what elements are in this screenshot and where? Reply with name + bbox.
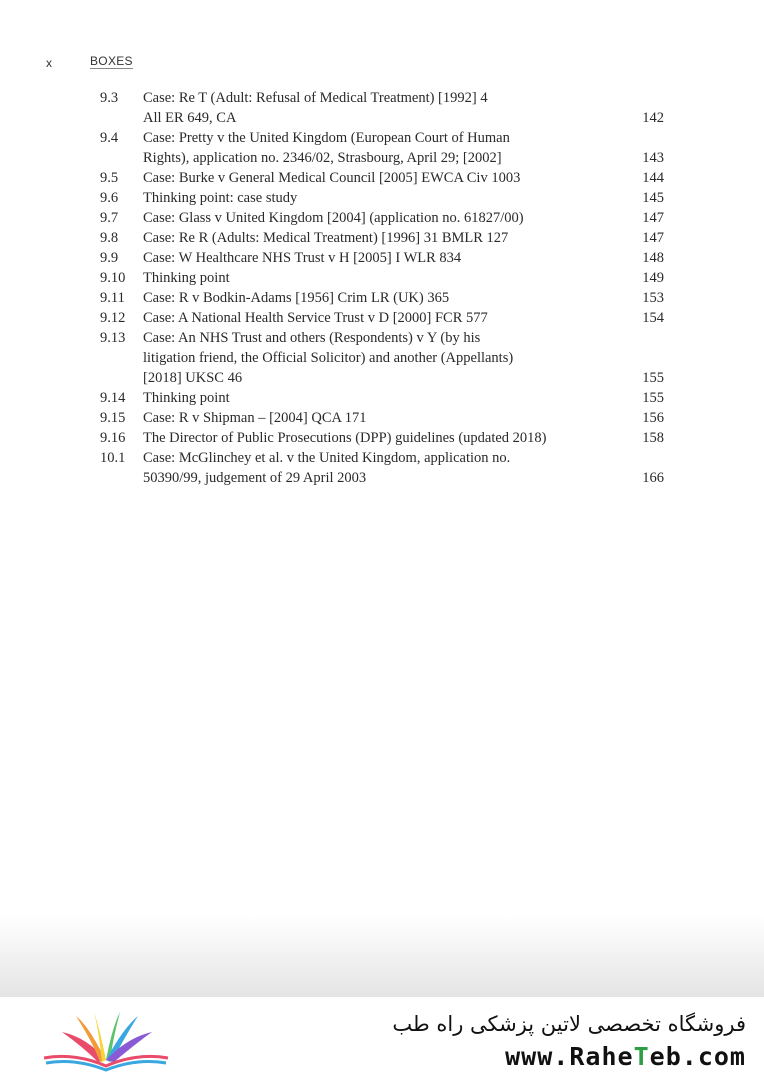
box-page-number: 147 — [642, 210, 664, 226]
url-prefix: www. — [505, 1042, 570, 1071]
box-page-number: 155 — [642, 370, 664, 386]
box-page-number: 149 — [642, 270, 664, 286]
advert-persian-text: فروشگاه تخصصی لاتین پزشکی راه طب — [392, 1012, 746, 1036]
box-page-number: 143 — [642, 150, 664, 166]
box-title — [143, 168, 624, 188]
book-logo-icon — [36, 1006, 176, 1072]
box-title-line: The Director of Public Prosecutions (DPP) guidelines (updated 2018) — [143, 430, 547, 446]
url-letter: R — [569, 1042, 586, 1071]
box-page-number: 145 — [642, 190, 664, 206]
box-page-number: 154 — [642, 310, 664, 326]
box-title — [143, 208, 624, 228]
box-title-line: Case: McGlinchey et al. v the United Kingdom, application no. — [143, 450, 511, 466]
box-number: 9.11 — [100, 290, 125, 306]
box-entry — [100, 308, 664, 328]
box-title — [143, 428, 624, 448]
box-title-line: Case: Glass v United Kingdom [2004] (application no. 61827/00) — [143, 210, 524, 226]
box-number: 9.3 — [100, 90, 119, 106]
box-title — [143, 88, 624, 128]
box-number: 9.4 — [100, 130, 119, 146]
box-title-line: Case: Burke v General Medical Council [2005] EWCA Civ 1003 — [143, 170, 521, 186]
box-title-line: Case: A National Health Service Trust v D [2000] FCR 577 — [143, 310, 488, 326]
box-title — [143, 228, 624, 248]
box-title-line: Case: Re T (Adult: Refusal of Medical Treatment) [1992] 4 — [143, 90, 488, 106]
box-number: 9.6 — [100, 190, 119, 206]
box-title-line: Case: Pretty v the United Kingdom (European Court of Human — [143, 130, 510, 146]
url-letter: e — [649, 1042, 666, 1071]
url-letter: h — [601, 1042, 618, 1071]
box-page-number: 153 — [642, 290, 664, 306]
box-page-number: 155 — [642, 390, 664, 406]
box-page-number: 142 — [642, 110, 664, 126]
url-suffix: .com — [681, 1042, 746, 1071]
box-number: 9.8 — [100, 230, 119, 246]
box-number: 9.5 — [100, 170, 119, 186]
box-number: 9.13 — [100, 330, 126, 346]
box-number: 9.10 — [100, 270, 126, 286]
box-number: 10.1 — [100, 450, 126, 466]
box-title — [143, 128, 624, 168]
url-letter: a — [585, 1042, 602, 1071]
box-entry — [100, 228, 664, 248]
box-number: 9.7 — [100, 210, 119, 226]
box-title-line: Case: R v Bodkin-Adams [1956] Crim LR (UK) 365 — [143, 290, 450, 306]
box-entry — [100, 328, 664, 388]
box-title-line: [2018] UKSC 46 — [143, 370, 243, 386]
box-title-line: Case: R v Shipman – [2004] QCA 171 — [143, 410, 367, 426]
box-page-number: 144 — [642, 170, 664, 186]
box-entry — [100, 168, 664, 188]
advert-url[interactable] — [392, 1042, 746, 1071]
box-page-number: 158 — [642, 430, 664, 446]
box-title — [143, 268, 624, 288]
box-entry — [100, 248, 664, 268]
box-title-line: Rights), application no. 2346/02, Strasbourg, April 29; [2002] — [143, 150, 502, 166]
box-number: 9.14 — [100, 390, 126, 406]
box-title-line: Case: Re R (Adults: Medical Treatment) [1996] 31 BMLR 127 — [143, 230, 509, 246]
box-title — [143, 308, 624, 328]
page-folio: x — [46, 56, 53, 70]
box-number: 9.9 — [100, 250, 119, 266]
url-letter: b — [665, 1042, 682, 1071]
running-title: BOXES — [90, 54, 133, 68]
box-entry — [100, 88, 664, 128]
box-entry — [100, 268, 664, 288]
box-entry — [100, 188, 664, 208]
box-title — [143, 288, 624, 308]
box-title-line: litigation friend, the Official Solicitor) and another (Appellants) — [143, 350, 514, 366]
box-page-number: 147 — [642, 230, 664, 246]
box-title-line: Case: W Healthcare NHS Trust v H [2005] I WLR 834 — [143, 250, 462, 266]
box-entry — [100, 208, 664, 228]
box-title — [143, 188, 624, 208]
box-title-line: Thinking point — [143, 390, 230, 406]
advert-text — [392, 1012, 746, 1071]
box-entry — [100, 448, 664, 488]
box-title — [143, 448, 624, 488]
box-number: 9.16 — [100, 430, 126, 446]
url-accent-letter: T — [633, 1042, 650, 1071]
box-title — [143, 248, 624, 268]
box-page-number: 156 — [642, 410, 664, 426]
url-letter: e — [617, 1042, 634, 1071]
box-title — [143, 388, 624, 408]
boxes-list — [100, 88, 664, 488]
box-page-number: 166 — [642, 470, 664, 486]
box-title-line: Thinking point: case study — [143, 190, 298, 206]
box-title — [143, 408, 624, 428]
box-number: 9.15 — [100, 410, 126, 426]
box-entry — [100, 428, 664, 448]
box-page-number: 148 — [642, 250, 664, 266]
box-entry — [100, 128, 664, 168]
box-number: 9.12 — [100, 310, 126, 326]
box-title — [143, 328, 624, 388]
footer-shadow — [0, 915, 764, 997]
box-title-line: 50390/99, judgement of 29 April 2003 — [143, 470, 367, 486]
box-entry — [100, 408, 664, 428]
box-title-line: Case: An NHS Trust and others (Respondents) v Y (by his — [143, 330, 481, 346]
box-title-line: All ER 649, CA — [143, 110, 237, 126]
box-entry — [100, 388, 664, 408]
box-entry — [100, 288, 664, 308]
box-title-line: Thinking point — [143, 270, 230, 286]
